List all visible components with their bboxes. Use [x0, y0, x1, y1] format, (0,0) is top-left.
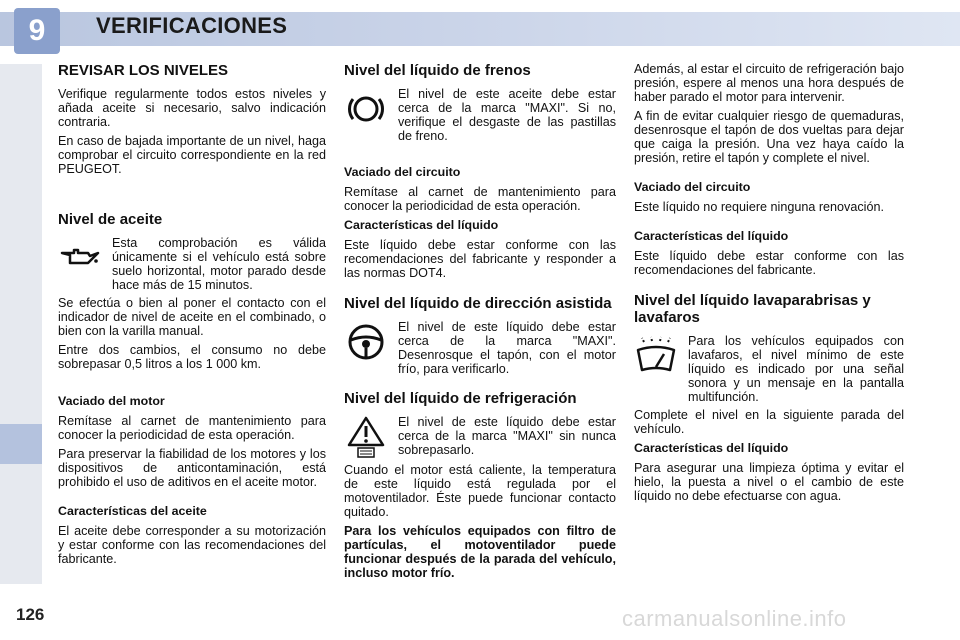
power-steering-note — [344, 320, 616, 376]
windscreen-washer-icon — [634, 334, 678, 378]
oil-level-note-text: Esta comprobación es válida únicamente si el vehículo está sobre suelo horizontal, motor parado desde hace más de 15 minutos. — [112, 236, 326, 292]
oil-level-note — [58, 236, 326, 292]
engine-drain-paragraph: Para preservar la fiabilidad de los motores y los dispositivos de anticontaminación, está prohibido el uso de aditivos en el aceite motor. — [58, 447, 326, 489]
oil-paragraph: Entre dos cambios, el consumo no debe sobrepasar 0,5 litros a los 1 000 km. — [58, 343, 326, 371]
oil-specs-heading: Características del aceite — [58, 504, 207, 518]
washer-specs-heading: Características del líquido — [634, 441, 789, 455]
side-strip — [0, 64, 42, 584]
brake-warning-icon — [344, 87, 388, 131]
coolant-specs-heading: Características del líquido — [634, 229, 789, 243]
coolant-warning-paragraph: Para los vehículos equipados con filtro de partículas, el motoventilador puede funcionar después de la parada del vehículo, incluso motor frío. — [344, 524, 616, 580]
intro-paragraph: En caso de bajada importante de un nivel, haga comprobar el circuito correspondiente en la red PEUGEOT. — [58, 134, 326, 176]
coolant-note — [344, 415, 616, 459]
brake-fluid-note — [344, 87, 616, 143]
coolant-heading: Nivel del líquido de refrigeración — [344, 390, 577, 407]
oil-level-heading: Nivel de aceite — [58, 211, 163, 228]
oil-paragraph: Se efectúa o bien al poner el contacto con el indicador de nivel de aceite en el combinado, o bien con la varilla manual. — [58, 296, 326, 338]
power-steering-heading: Nivel del líquido de dirección asistida — [344, 295, 612, 312]
brake-drain-paragraph: Remítase al carnet de mantenimiento para conocer la periodicidad de esta operación. — [344, 185, 616, 213]
coolant-specs-paragraph: Este líquido debe estar conforme con las recomendaciones del fabricante. — [634, 249, 904, 277]
coolant-drain-heading: Vaciado del circuito — [634, 180, 751, 194]
oil-can-icon — [58, 236, 102, 280]
brake-specs-paragraph: Este líquido debe estar conforme con las recomendaciones del fabricante y responder a las normas DOT4. — [344, 238, 616, 280]
brake-fluid-note-text: El nivel de este aceite debe estar cerca de la marca "MAXI". Si no, verifique el desgaste de las pastillas de freno. — [398, 87, 616, 143]
washer-fluid-note — [634, 334, 904, 404]
coolant-paragraph: Cuando el motor está caliente, la temperatura de este líquido está regulada por el motoventilador. Éste puede funcionar contacto quitado. — [344, 463, 616, 519]
section-title-check-levels: REVISAR LOS NIVELES — [58, 62, 229, 79]
brake-fluid-heading: Nivel del líquido de frenos — [344, 62, 531, 79]
column-left — [58, 62, 326, 571]
steering-wheel-icon — [344, 320, 388, 364]
page-number: 126 — [16, 605, 45, 624]
washer-paragraph: Complete el nivel en la siguiente parada del vehículo. — [634, 408, 904, 436]
coolant-drain-paragraph: Este líquido no requiere ninguna renovación. — [634, 200, 884, 214]
coolant-paragraph: A fin de evitar cualquier riesgo de quemaduras, desenrosque el tapón de dos vueltas para dejar que caiga la presión. Una vez haya caído la presión, retire el tapón y complete el nivel. — [634, 109, 904, 165]
engine-drain-heading: Vaciado del motor — [58, 394, 165, 408]
column-middle — [344, 62, 616, 585]
oil-specs-paragraph: El aceite debe corresponder a su motorización y estar conforme con las recomendaciones del fabricante. — [58, 524, 326, 566]
washer-specs-paragraph: Para asegurar una limpieza óptima y evitar el hielo, la puesta a nivel o el cambio de este líquido no debe efectuarse con agua. — [634, 461, 904, 503]
washer-fluid-heading: Nivel del líquido lavaparabrisas y lavafaros — [634, 292, 871, 326]
coolant-warning-icon — [344, 415, 388, 459]
washer-fluid-note-text: Para los vehículos equipados con lavafaros, el nivel mínimo de este líquido es indicado por una señal sonora y un mensaje en la pantalla multifunción. — [688, 334, 904, 404]
brake-drain-heading: Vaciado del circuito — [344, 165, 461, 179]
engine-drain-paragraph: Remítase al carnet de mantenimiento para conocer la periodicidad de esta operación. — [58, 414, 326, 442]
coolant-paragraph: Además, al estar el circuito de refrigeración bajo presión, espere al menos una hora después de haber parado el motor para intervenir. — [634, 62, 904, 104]
coolant-note-text: El nivel de este líquido debe estar cerca de la marca "MAXI" sin nunca sobrepasarlo. — [398, 415, 616, 457]
power-steering-note-text: El nivel de este líquido debe estar cerca de la marca "MAXI". Desenrosque el tapón, con el motor frío, para verificarlo. — [398, 320, 616, 376]
footer-watermark: carmanualsonline.info — [622, 606, 847, 631]
brake-specs-heading: Características del líquido — [344, 218, 499, 232]
page-title: VERIFICACIONES — [96, 13, 288, 38]
side-chapter-tab — [0, 424, 42, 464]
intro-paragraph: Verifique regularmente todos estos niveles y añada aceite si necesario, salvo indicación contraria. — [58, 87, 326, 129]
chapter-number-badge: 9 — [14, 8, 60, 54]
column-right — [634, 62, 904, 508]
